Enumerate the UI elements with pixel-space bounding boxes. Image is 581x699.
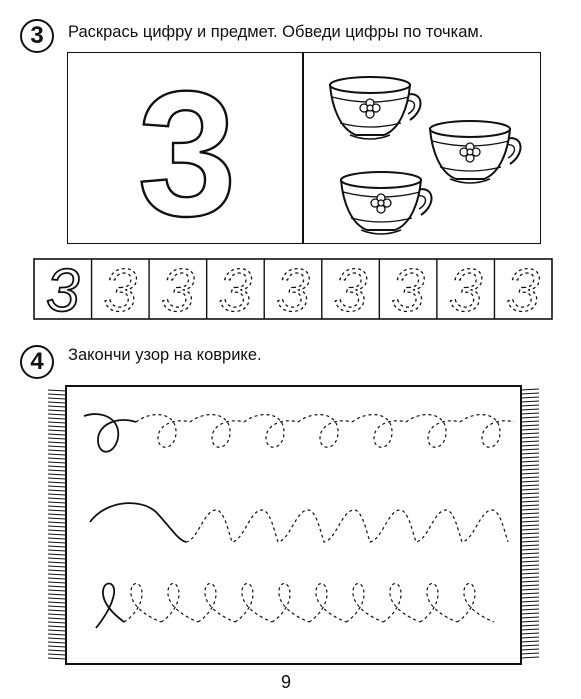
task-4-badge (20, 345, 54, 379)
task-4-number: 4 (30, 348, 44, 375)
trace-digit: 3 (506, 257, 540, 324)
outline-digit-3 (67, 52, 302, 253)
trace-digit: 3 (218, 257, 253, 324)
trace-digit: 3 (333, 257, 368, 324)
big-digit-text: 3 (137, 54, 237, 253)
cup-icon-1 (330, 77, 421, 139)
cups-illustration (303, 52, 541, 244)
task-3-instruction: Раскрась цифру и предмет. Обведи цифры по точкам. (68, 23, 484, 41)
trace-digit: 3 (103, 257, 138, 324)
page-number: 9 (280, 672, 291, 692)
trace-digit: 3 (448, 257, 483, 324)
task-3-badge (20, 19, 54, 53)
trace-digit: 3 (276, 257, 310, 324)
rug-pattern (26, 380, 556, 670)
trace-digit: 3 (391, 257, 425, 324)
cup-icon-2 (430, 121, 521, 183)
task-4-instruction: Закончи узор на коврике. (68, 346, 262, 364)
trace-digit: 3 (161, 257, 195, 324)
cup-icon-3 (341, 172, 432, 234)
digit-tracing-strip (33, 257, 553, 324)
task-3-number: 3 (30, 22, 44, 49)
sample-digit: 3 (46, 257, 80, 324)
